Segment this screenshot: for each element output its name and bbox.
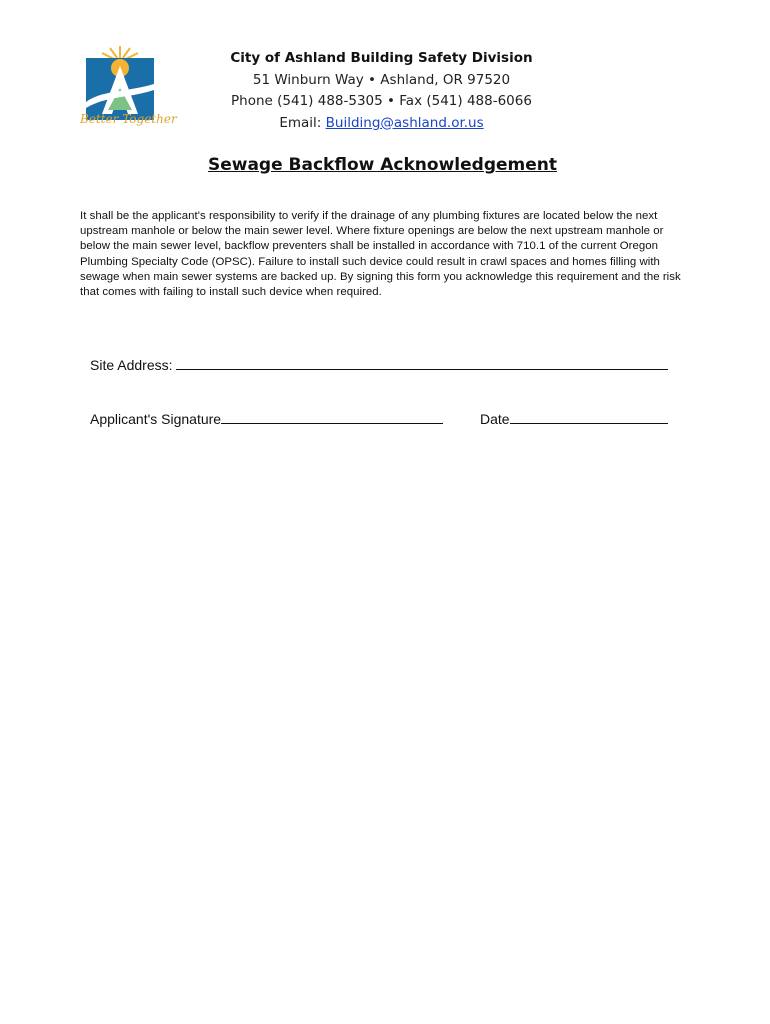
acknowledgement-paragraph: It shall be the applicant's responsibility to verify if the drainage of any plumbing fixtures are located below the next upstream manhole or below the main sewer level. Where fixture openings are below the next upstream manhole or below the main sewer level, backflow preventers shall be installed in accordance with 710.1 of the current Oregon Plumbing Specialty Code (OPSC). Failure to install such device could result in crawl spaces and homes filling with sewage when main sewer systems are backed up. By signing this form you acknowledge this requirement and the risk that comes with failing to install such device when required.	[80, 210, 681, 299]
logo-tagline: Better Together	[80, 112, 177, 126]
signature-field	[90, 409, 443, 427]
document-title: Sewage Backflow Acknowledgement	[207, 155, 557, 175]
site-address-field	[90, 355, 668, 373]
site-address-label: Site Address:	[90, 357, 177, 373]
email-link[interactable]: Building@ashland.or.us	[325, 114, 484, 131]
organization-address: 51 Winburn Way • Ashland, OR 97520	[252, 71, 511, 88]
signature-label: Applicant's Signature	[90, 411, 222, 427]
site-address-input-line[interactable]	[176, 355, 668, 370]
organization-phone: Phone (541) 488-5305 • Fax (541) 488-6066	[231, 93, 532, 109]
organization-name: City of Ashland Building Safety Division	[230, 50, 533, 66]
date-label: Date	[480, 411, 510, 427]
letterhead	[200, 48, 563, 134]
date-field	[480, 409, 668, 427]
date-input-line[interactable]	[510, 409, 668, 424]
email-label: Email:	[279, 114, 326, 131]
signature-input-line[interactable]	[221, 409, 443, 424]
organization-email-line	[200, 113, 563, 135]
